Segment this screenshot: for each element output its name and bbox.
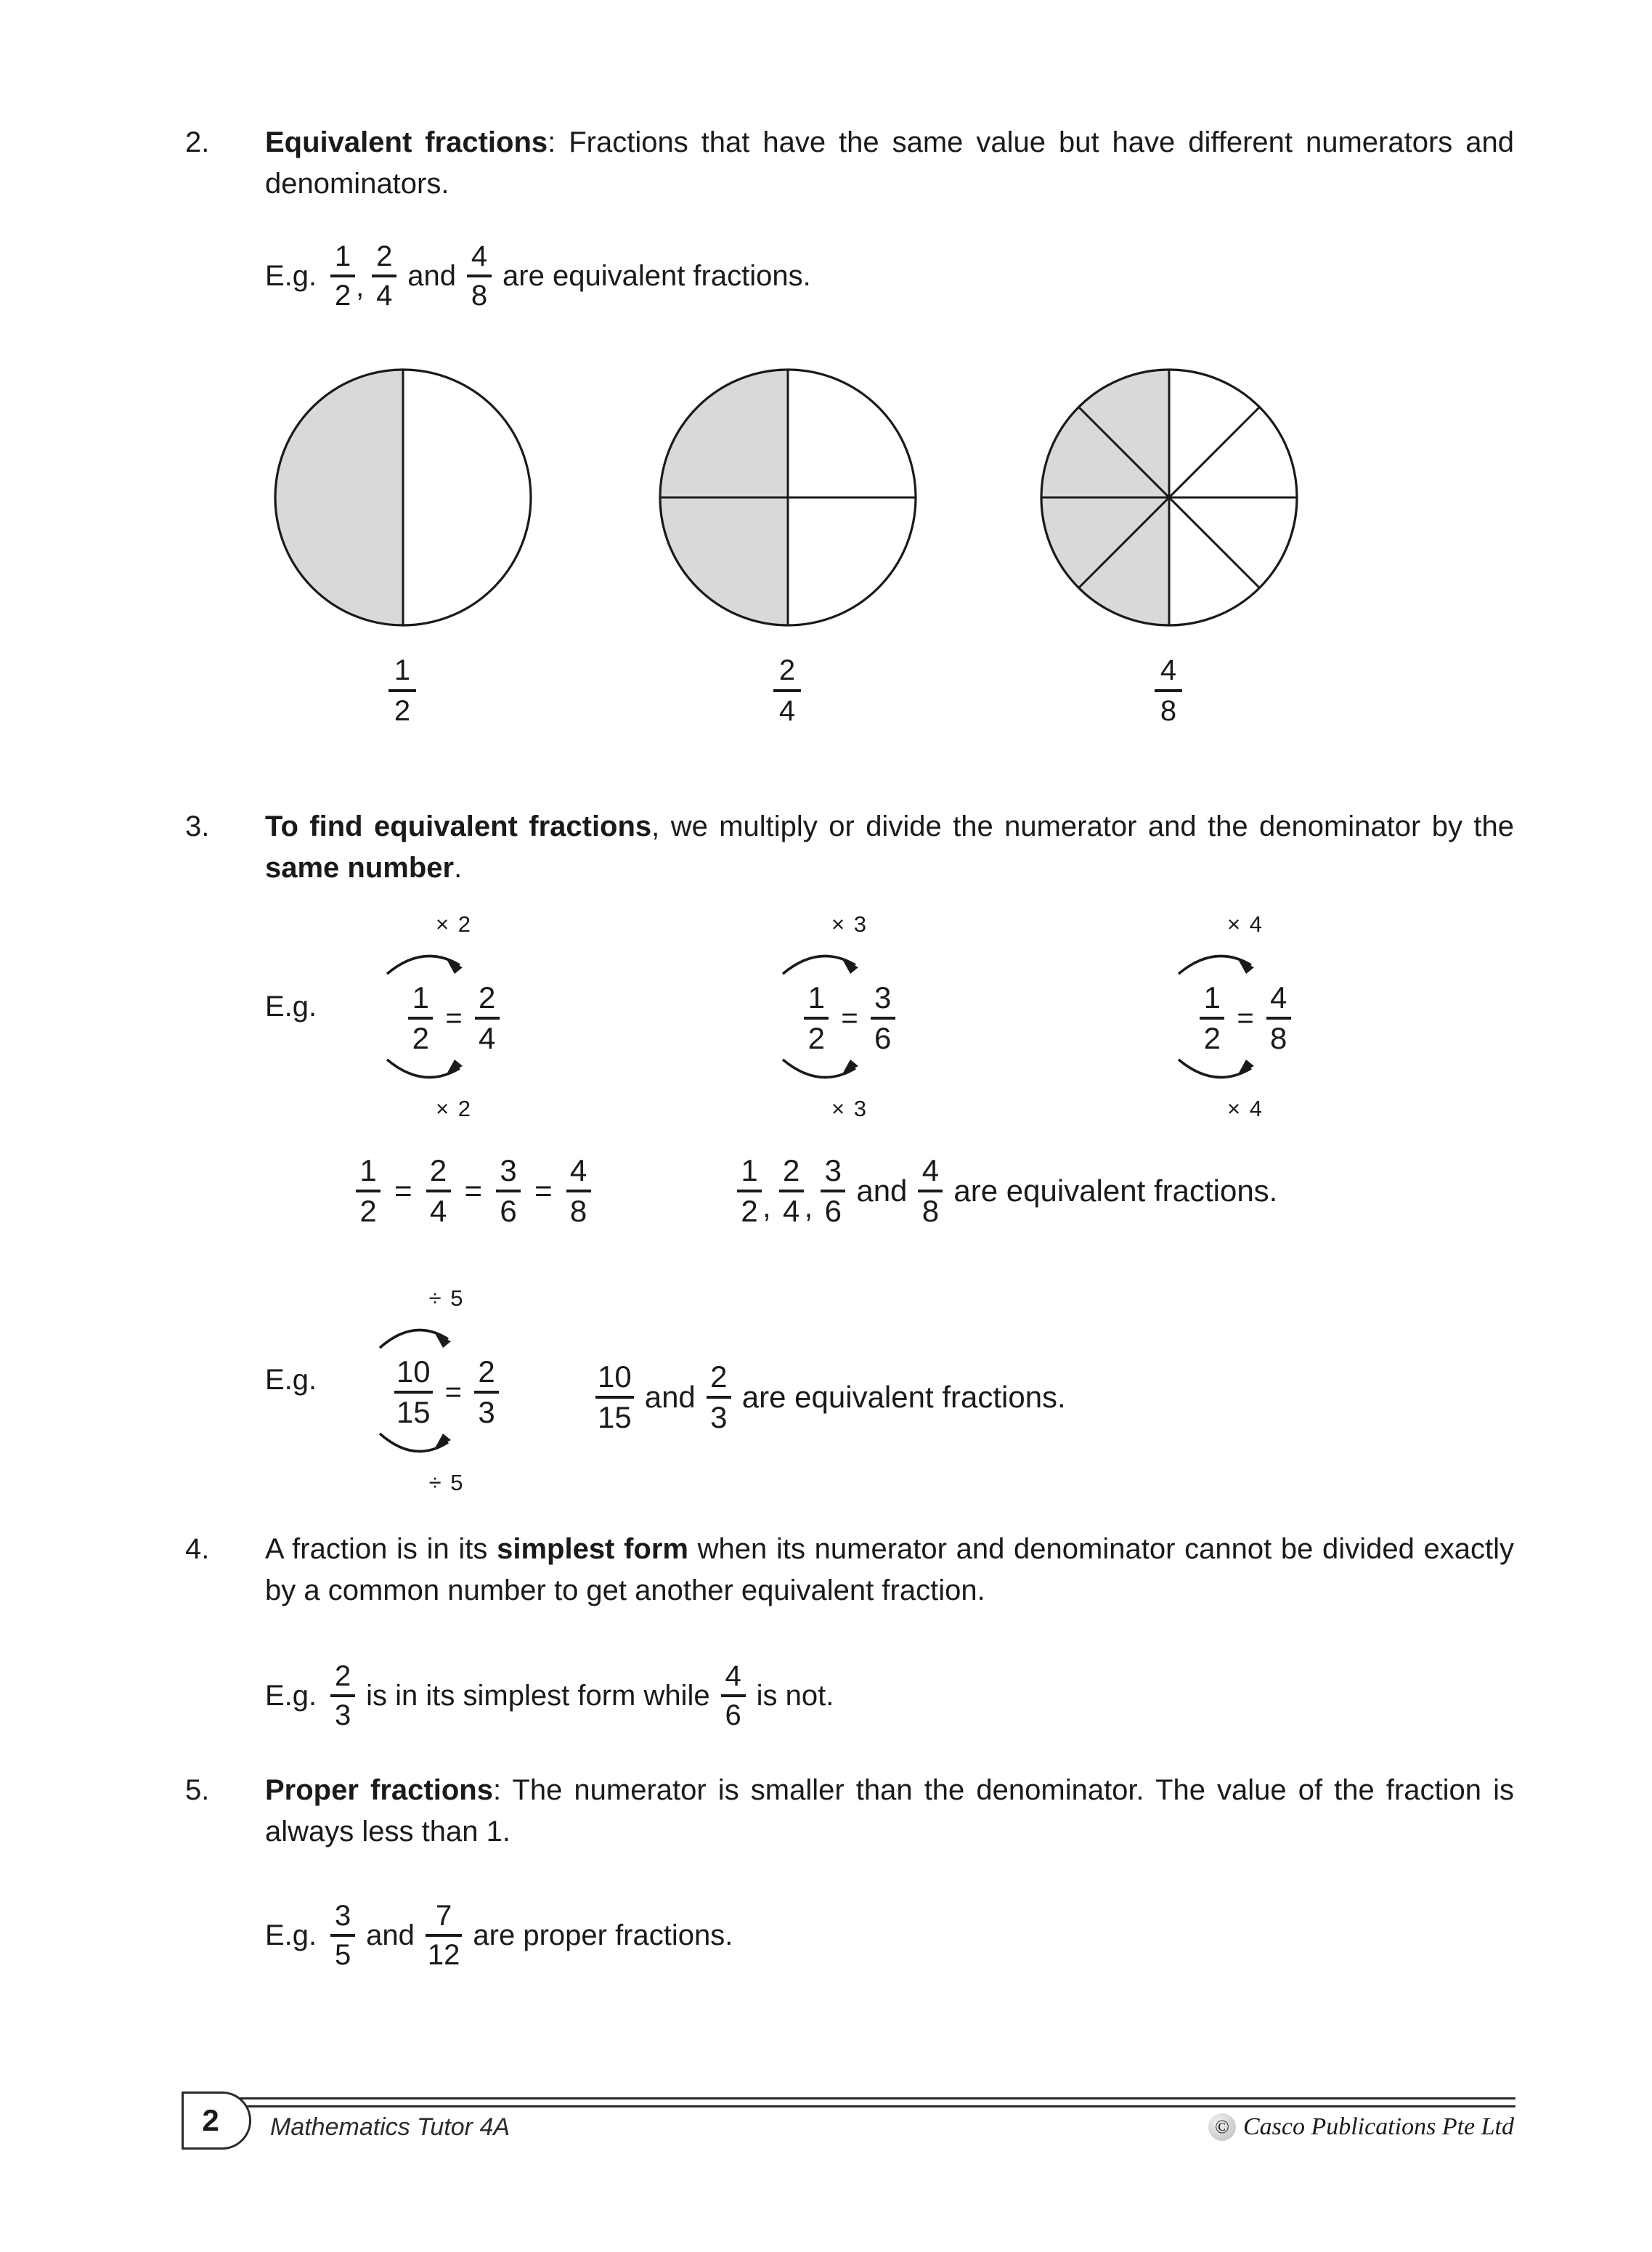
fraction-bar [394,1391,433,1394]
multiplier-bottom-label: × 2 [436,1096,472,1121]
fraction-right [871,980,895,1056]
numerator: 1 [807,980,825,1015]
equals-sign: = [394,1174,412,1208]
item-3 [185,806,1601,889]
denominator: 2 [394,695,411,727]
example-tail: are proper fractions. [473,1919,733,1951]
denominator: 2 [807,1021,825,1055]
fraction-bar [372,275,396,277]
fraction-bar [496,1190,521,1192]
denominator: 4 [478,1021,496,1055]
equation-row [338,1354,556,1430]
denominator: 5 [335,1939,351,1971]
sentence-fraction-4-8 [918,1153,943,1229]
circle-label-2-4 [773,654,801,728]
fraction-1-2 [330,240,355,312]
chain-fraction-2-4 [426,1153,451,1229]
numerator: 7 [436,1900,452,1932]
denominator: 8 [921,1194,940,1228]
equation-row [338,980,570,1056]
comma-1: , [356,271,365,303]
sentence-tail: are equivalent fractions. [741,1380,1066,1414]
denominator: 4 [778,695,796,727]
fraction-4-6 [721,1659,746,1732]
equals-sign: = [445,1001,463,1034]
comma-1: , [762,1190,771,1224]
sentence-fraction-3-6 [821,1153,845,1229]
denominator: 2 [1203,1021,1221,1055]
item-3-heading: To find equivalent fractions [265,810,652,842]
numerator: 2 [778,654,796,686]
divide-sentence [592,1359,1073,1435]
multiplier-top-label: × 2 [436,911,472,937]
conjunction-and: and [644,1380,696,1414]
eg-label: E.g. [265,991,317,1023]
numerator: 2 [429,1153,447,1187]
item-4-end: when its numerator and denominator cannot be divided exactly by a common number to get another equivalent fraction. [265,1533,1514,1606]
denominator: 6 [874,1021,892,1055]
numerator: 3 [874,980,892,1015]
item-4-text [265,1529,1514,1611]
chain-sentence [733,1153,1285,1229]
numerator: 3 [500,1153,517,1187]
numerator: 2 [478,1354,495,1389]
example-tail: is not. [756,1679,834,1712]
example-mid: is in its simplest form while [366,1679,710,1712]
multiplier-top-label: × 3 [831,911,868,937]
conjunction-and: and [856,1174,908,1208]
chain-fraction-3-6 [496,1153,521,1229]
fraction-left [1200,980,1224,1056]
item-5-heading: Proper fractions [265,1774,493,1806]
denominator: 8 [569,1194,587,1228]
fraction-bar [330,1934,355,1937]
numerator: 1 [741,1153,758,1187]
fraction-bar [475,1017,500,1020]
item-5-example [265,1899,740,1972]
item-4-bold: simplest form [497,1533,688,1565]
fraction-bar [779,1190,804,1192]
numerator: 2 [478,980,496,1015]
item-5 [185,1770,1601,1853]
denominator: 4 [376,280,393,312]
curved-arrow-top-icon [733,939,966,981]
fraction-bar [821,1190,845,1192]
fraction-bar [330,1694,355,1697]
fraction-bar [721,1694,746,1697]
item-3-eg-label-wrap [265,986,327,1028]
fraction-right [1266,980,1291,1056]
curved-arrow-bottom-icon [1129,1052,1362,1094]
fraction-2-3 [330,1659,355,1732]
denominator: 2 [359,1194,377,1228]
item-3-text [265,806,1514,889]
equation-row [1129,980,1362,1056]
fraction-2-4 [372,240,396,312]
circle-svg-4-8 [1038,367,1300,628]
denominator: 4 [429,1194,447,1228]
numerator: 4 [1160,654,1177,686]
comma-2: , [804,1190,813,1224]
footer-book-title: Mathematics Tutor 4A [270,2113,510,2141]
fraction-bar [918,1190,943,1192]
numerator: 10 [396,1354,431,1389]
denominator: 2 [741,1194,758,1228]
numerator: 1 [335,240,351,272]
fraction-bar [467,275,492,277]
numerator: 3 [335,1900,351,1932]
chain-fraction-4-8 [566,1153,591,1229]
sentence-fraction-2-3 [707,1359,731,1435]
fraction-10-15 [394,1354,433,1430]
equals-sign: = [534,1174,553,1208]
numerator: 4 [471,240,488,272]
arrow-equation-times-2 [338,911,570,1122]
denominator: 15 [396,1395,431,1429]
multiplier-bottom-label: × 3 [831,1096,868,1121]
denominator: 6 [824,1194,842,1228]
item-2-heading: Equivalent fractions [265,126,548,158]
fraction-bar [1200,1017,1224,1020]
item-3-end: . [454,852,463,884]
denominator: 15 [598,1400,632,1434]
equals-sign: = [464,1174,483,1208]
circle-diagram-four-eighths [1038,367,1300,632]
arrow-equation-divide-5 [338,1285,556,1496]
denominator: 12 [427,1939,460,1971]
circle-svg-1-2 [272,367,534,628]
divisor-top-label: ÷ 5 [428,1285,465,1311]
fraction-bar [595,1396,634,1399]
fraction-bar [356,1190,381,1192]
numerator: 2 [782,1153,800,1187]
divide-eg-label-wrap [265,1359,327,1401]
denominator: 8 [1160,695,1177,727]
circle-label-4-8 [1155,654,1182,728]
denominator: 3 [335,1699,351,1731]
item-2-text [265,122,1514,205]
fraction-bar [426,1934,463,1937]
numerator: 1 [1203,980,1221,1015]
fraction-bar [388,689,416,692]
denominator: 8 [471,280,488,312]
circle-svg-2-4 [657,367,919,628]
denominator: 8 [1269,1021,1287,1055]
multiplier-top-label: × 4 [1227,911,1264,937]
fraction-bar [330,275,355,277]
arrow-equation-times-4 [1129,911,1362,1122]
numerator: 4 [725,1660,741,1692]
equation-row [733,980,966,1056]
denominator: 6 [725,1699,741,1731]
eg-label: E.g. [265,1919,317,1951]
item-5-text [265,1770,1514,1853]
numerator: 4 [921,1153,940,1187]
curved-arrow-bottom-icon [733,1052,966,1094]
multiplier-bottom-label: × 4 [1227,1096,1264,1121]
curved-arrow-bottom-icon [338,1426,556,1468]
denominator: 4 [782,1194,800,1228]
fraction-bar [1155,689,1182,692]
fraction-bar [871,1017,895,1020]
numerator: 1 [412,980,429,1015]
numerator: 3 [824,1153,842,1187]
conjunction-and: and [366,1919,415,1951]
item-4-start: A fraction is in its [265,1533,497,1565]
denominator: 2 [335,280,351,312]
item-2-body: : Fractions that have the same value but have different numerators and denominators. [265,126,1514,200]
arrow-equation-times-3 [733,911,966,1122]
item-3-bold-tail: same number [265,852,455,884]
item-4-example [265,1659,841,1732]
denominator: 6 [500,1194,517,1228]
fraction-3-5 [330,1899,355,1972]
sentence-fraction-1-2 [737,1153,762,1229]
copyright-icon: © [1208,2113,1236,2141]
denominator: 2 [412,1021,429,1055]
fraction-right [475,980,500,1056]
circle-diagram-one-half [272,367,534,632]
curved-arrow-top-icon [338,939,570,981]
numerator: 4 [1269,980,1287,1015]
circle-label-1-2 [388,654,416,728]
fraction-bar [773,689,801,692]
sentence-tail: are equivalent fractions. [953,1174,1278,1208]
denominator: 3 [710,1400,728,1434]
page-footer [0,2097,1652,2199]
fraction-bar [426,1190,451,1192]
item-4-number: 4. [185,1533,210,1565]
equals-sign: = [1237,1001,1254,1034]
fraction-bar [566,1190,591,1192]
sentence-fraction-2-4 [779,1153,804,1229]
publisher-name: Casco Publications Pte Ltd [1242,2113,1514,2140]
example-tail: are equivalent fractions. [502,259,811,292]
fraction-bar [804,1017,829,1020]
eg-label: E.g. [265,259,317,292]
item-5-body: : The numerator is smaller than the denominator. The value of the fraction is always less than 1. [265,1774,1514,1847]
curved-arrow-top-icon [338,1313,556,1355]
item-3-number: 3. [185,810,210,842]
item-5-number: 5. [185,1774,210,1806]
numerator: 1 [359,1153,377,1187]
numerator: 10 [598,1359,632,1394]
fraction-2-3 [474,1354,499,1430]
item-2 [185,122,1601,205]
fraction-bar [707,1396,731,1399]
footer-publisher [1208,2113,1514,2141]
fraction-left [408,980,433,1056]
equals-sign: = [444,1375,463,1408]
numerator: 2 [335,1660,351,1692]
sentence-fraction-10-15 [595,1359,634,1435]
fraction-bar [1266,1017,1291,1020]
eg-label: E.g. [265,1679,317,1712]
fraction-bar [408,1017,433,1020]
denominator: 3 [478,1395,495,1429]
fraction-bar [737,1190,762,1192]
curved-arrow-bottom-icon [338,1052,570,1094]
item-4 [185,1529,1601,1611]
divisor-bottom-label: ÷ 5 [428,1470,465,1495]
eg-label: E.g. [265,1364,317,1396]
fraction-4-8 [467,240,492,312]
numerator: 2 [376,240,393,272]
chain-fraction-1-2 [356,1153,381,1229]
footer-rule [185,2097,1515,2107]
page-number-badge: 2 [182,2092,251,2150]
numerator: 1 [394,654,411,686]
circle-diagram-two-quarters [657,367,919,632]
numerator: 2 [710,1359,728,1394]
conjunction-and: and [407,259,457,292]
fraction-bar [474,1391,499,1394]
chain-equation [352,1153,595,1229]
equals-sign: = [841,1001,858,1034]
fraction-7-12 [426,1899,463,1972]
curved-arrow-top-icon [1129,939,1362,981]
item-2-example [265,240,818,312]
fraction-left [804,980,829,1056]
item-2-number: 2. [185,126,210,158]
item-3-mid: , we multiply or divide the numerator and the denominator by the [651,810,1515,842]
numerator: 4 [569,1153,587,1187]
